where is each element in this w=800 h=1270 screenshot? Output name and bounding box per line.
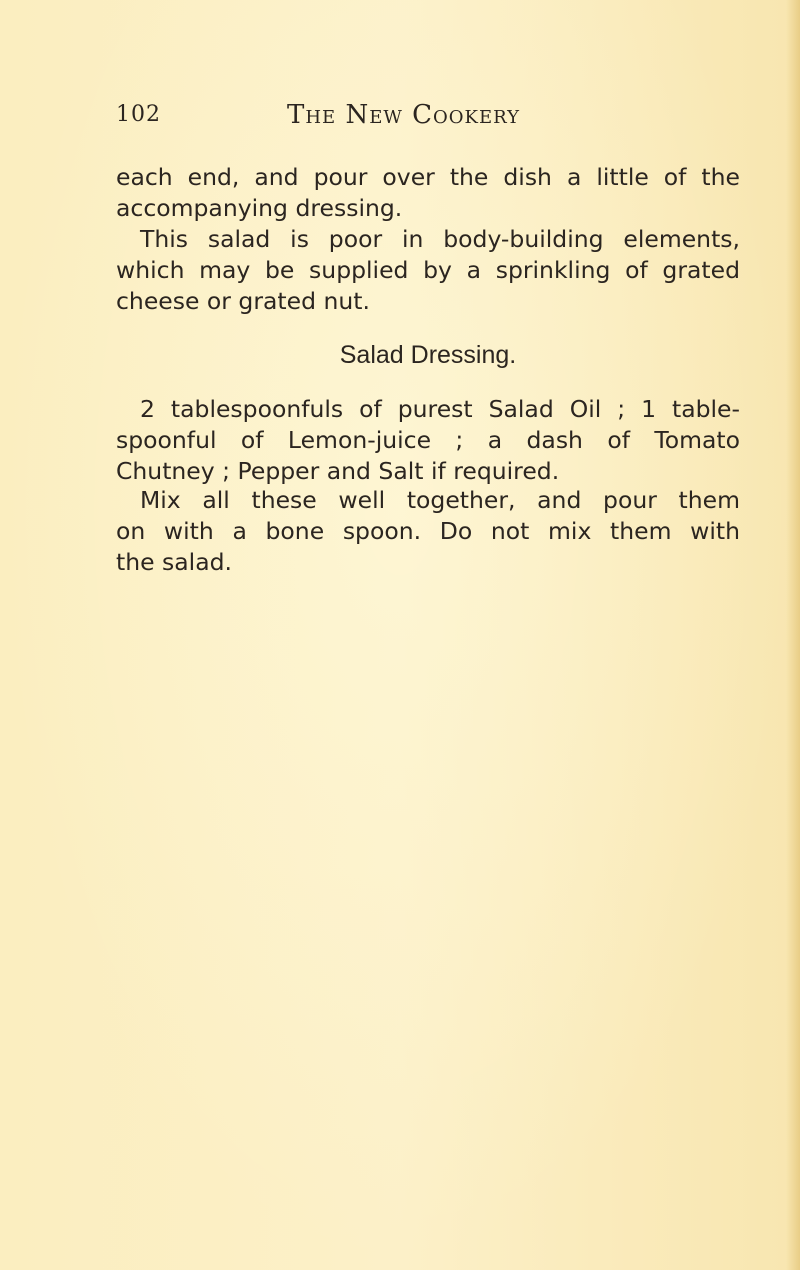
text-line: Mix all these well together, and pour them bbox=[140, 486, 740, 514]
text-line: Chutney ; Pepper and Salt if required. bbox=[116, 457, 560, 485]
text-line: each end, and pour over the dish a little of the bbox=[116, 163, 740, 191]
text-line: accompanying dressing. bbox=[116, 194, 403, 222]
text-line: cheese or grated nut. bbox=[116, 287, 370, 315]
paragraph-method bbox=[116, 485, 740, 578]
paragraph-nutrition-note bbox=[116, 224, 740, 317]
section-heading: Salad Dressing. bbox=[339, 341, 517, 369]
paragraph-continuation bbox=[116, 162, 740, 224]
page-number: 102 bbox=[116, 102, 161, 127]
paragraph-ingredients bbox=[116, 394, 740, 487]
running-title: The New Cookery bbox=[287, 100, 520, 130]
text-line: the salad. bbox=[116, 548, 232, 576]
text-line: which may be supplied by a sprinkling of grated bbox=[116, 256, 740, 284]
page-edge-shading bbox=[786, 0, 800, 1270]
text-line: spoonful of Lemon-juice ; a dash of Tomato bbox=[116, 426, 740, 454]
text-line: 2 tablespoonfuls of purest Salad Oil ; 1 table- bbox=[140, 395, 740, 423]
text-line: This salad is poor in body-building elements, bbox=[140, 225, 740, 253]
running-head bbox=[116, 100, 736, 140]
text-line: on with a bone spoon. Do not mix them with bbox=[116, 517, 740, 545]
